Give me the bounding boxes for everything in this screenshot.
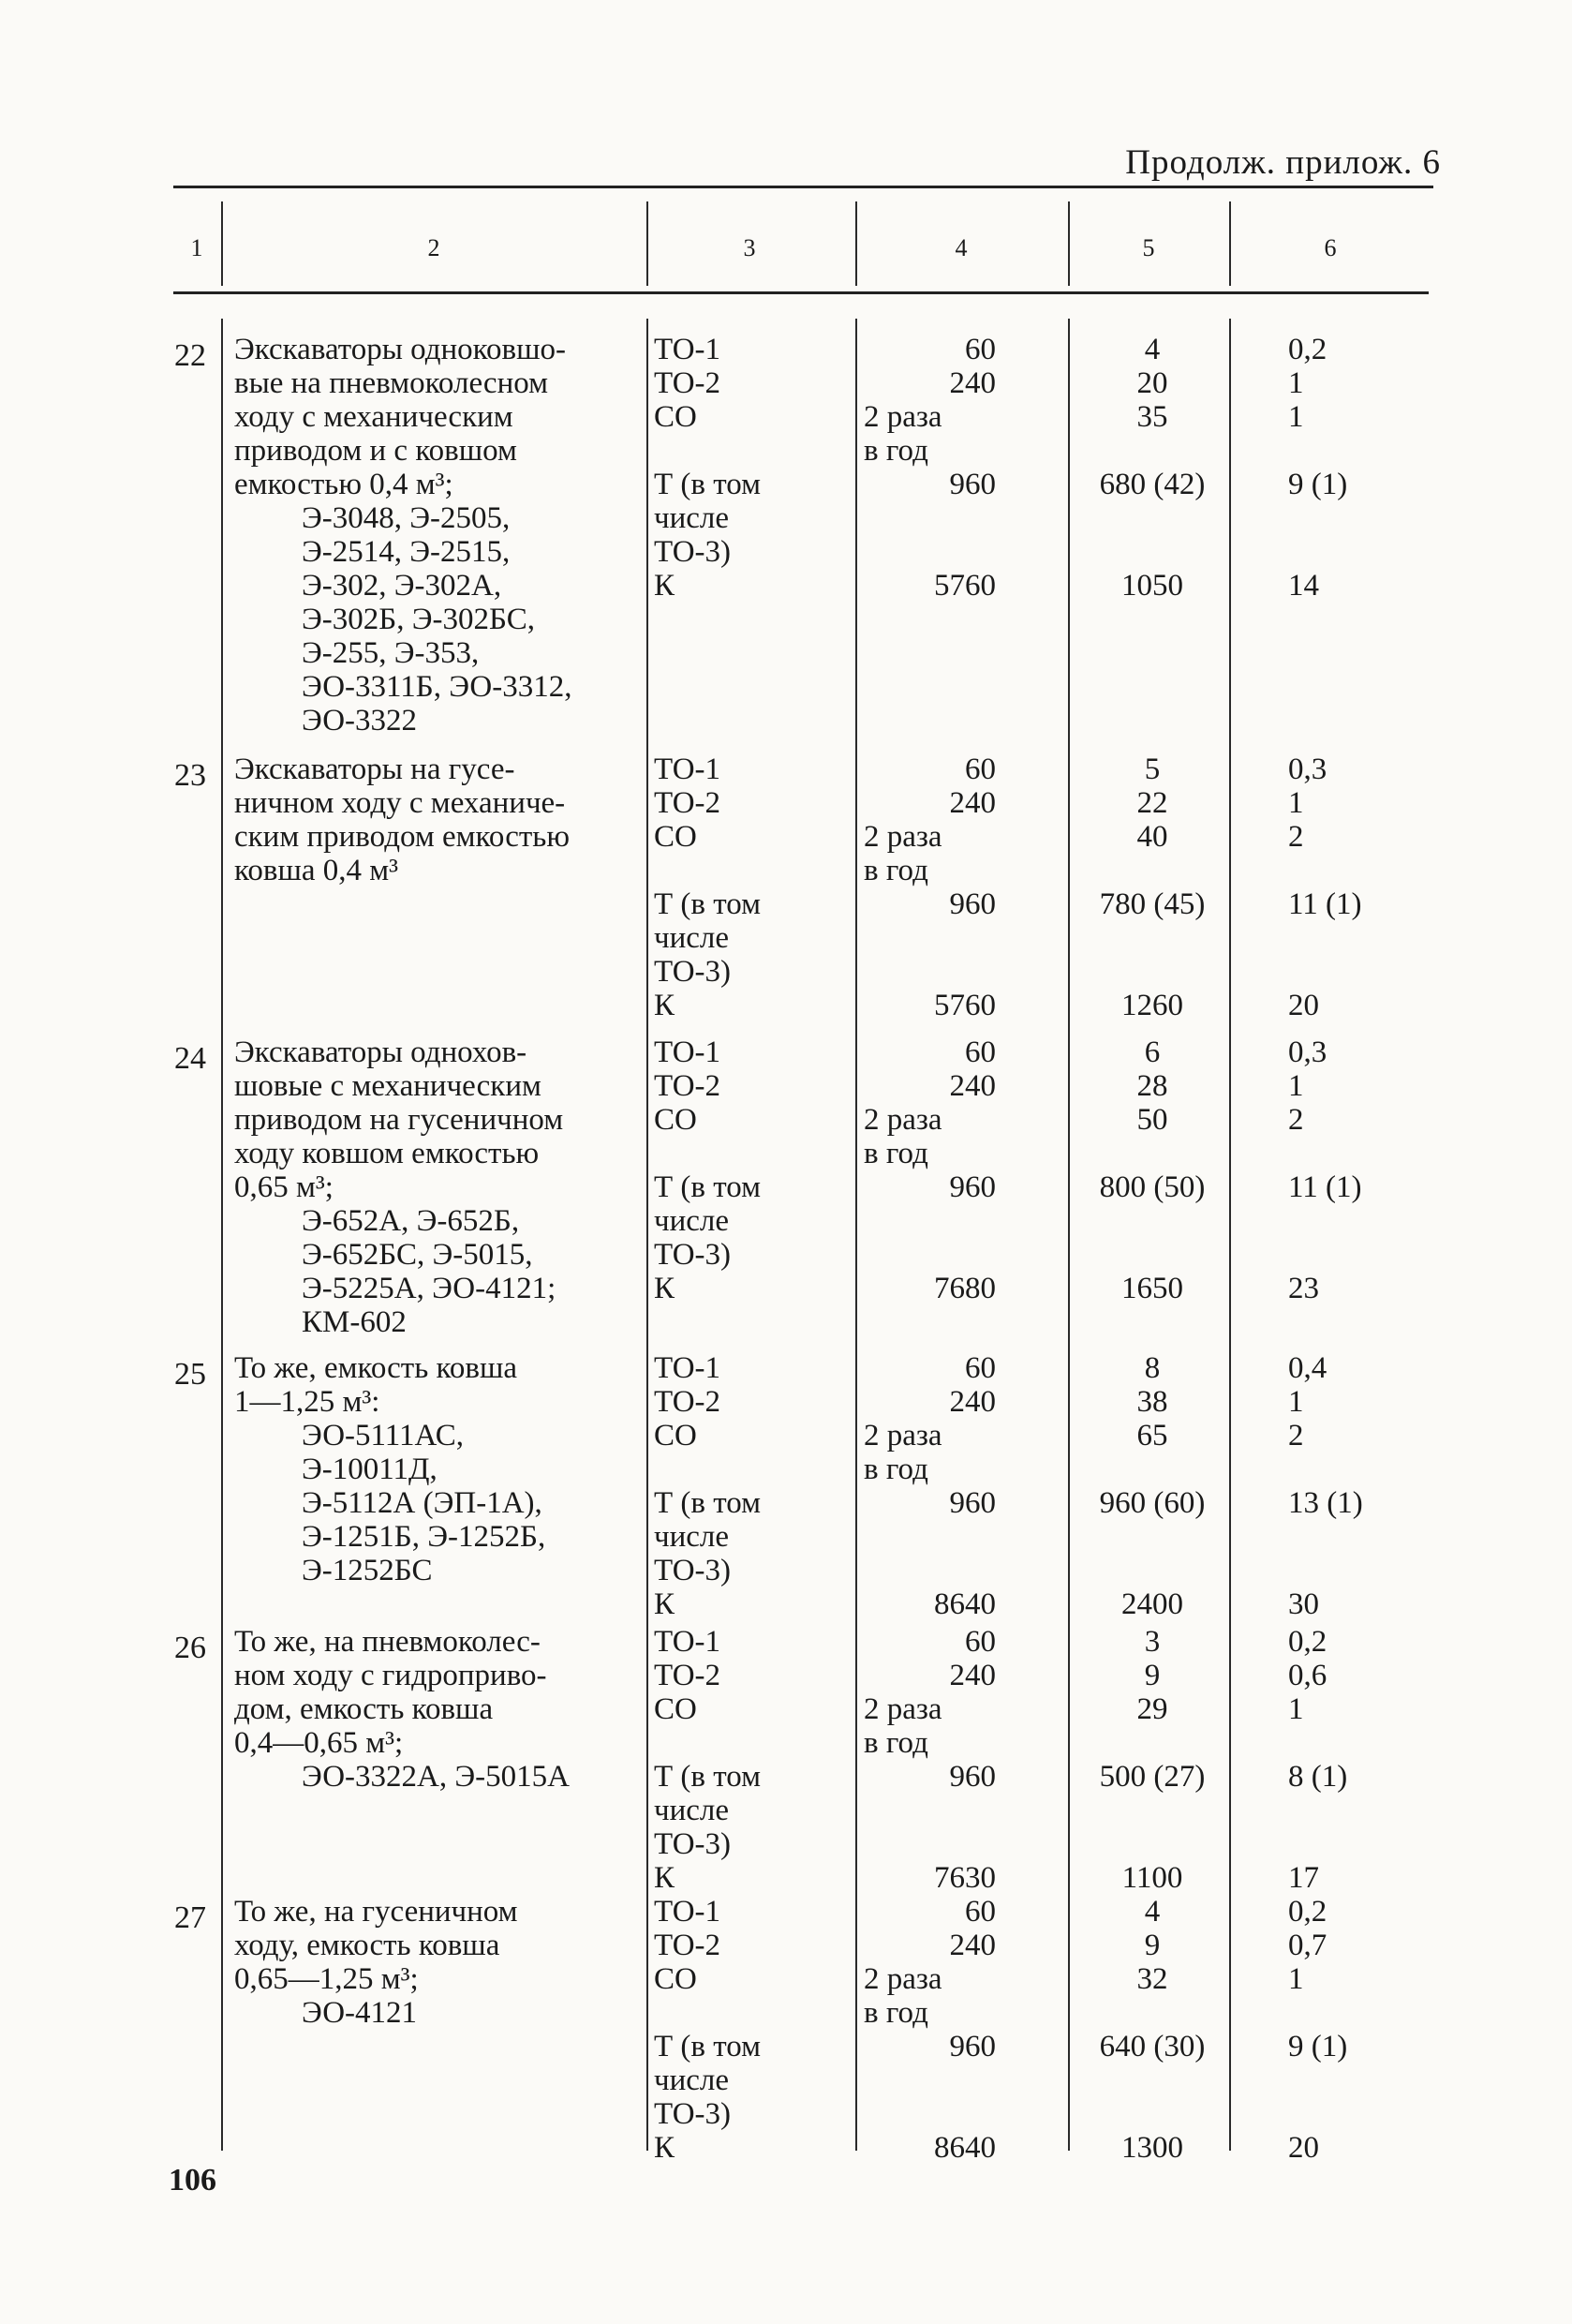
duration-value: 0,6 — [1288, 1659, 1327, 1692]
entry-t-cont — [0, 535, 1572, 569]
entry-t-cont — [0, 1794, 1572, 1827]
description-line: приводом и с ковшом — [234, 434, 517, 468]
service-type: Т (в том — [654, 887, 761, 921]
service-type: ТО-2 — [654, 366, 721, 400]
service-type: ТО-3) — [654, 955, 732, 989]
entry-t — [0, 468, 1572, 501]
service-type: числе — [654, 2063, 730, 2097]
column-number-2: 2 — [427, 234, 440, 261]
periodicity-value: 60 — [965, 752, 996, 786]
entry-to1 — [0, 1625, 1572, 1659]
duration-value: 14 — [1288, 569, 1319, 603]
model-line: Э-255, Э-353, — [302, 636, 480, 670]
service-type: ТО-1 — [654, 1351, 721, 1385]
duration-value: 2 — [1288, 1419, 1304, 1452]
periodicity-value: 2 раза — [864, 820, 942, 854]
labor-value: 5 — [1144, 752, 1161, 786]
entry-to2 — [0, 1385, 1572, 1419]
entry-co-cont — [0, 1452, 1572, 1486]
column-number-1: 1 — [190, 234, 203, 261]
periodicity-value: 5760 — [934, 989, 996, 1022]
entry-co — [0, 1962, 1572, 1996]
description-line: емкостью 0,4 м³; — [234, 468, 453, 501]
labor-value: 32 — [1136, 1962, 1168, 1996]
service-type: числе — [654, 1204, 730, 1238]
duration-value: 1 — [1288, 786, 1304, 820]
entry-to2 — [0, 366, 1572, 400]
service-type: ТО-1 — [654, 1625, 721, 1659]
description-line: шовые с механическим — [234, 1069, 541, 1103]
service-type: СО — [654, 1103, 697, 1137]
duration-value: 1 — [1288, 366, 1304, 400]
periodicity-value: 60 — [965, 1625, 996, 1659]
model-line: КМ-602 — [302, 1305, 407, 1339]
labor-value: 1050 — [1121, 569, 1183, 603]
labor-value: 28 — [1136, 1069, 1168, 1103]
labor-value: 35 — [1136, 400, 1168, 434]
entry-t — [0, 1760, 1572, 1794]
service-type: К — [654, 1861, 675, 1895]
entry-to1 — [0, 1035, 1572, 1069]
description-line: 1—1,25 м³: — [234, 1385, 380, 1419]
service-type: ТО-3) — [654, 2097, 732, 2131]
labor-value: 680 (42) — [1099, 468, 1206, 501]
entry-t-cont — [0, 1204, 1572, 1238]
description-line: 0,65—1,25 м³; — [234, 1962, 419, 1996]
service-type: ТО-2 — [654, 1659, 721, 1692]
row-number: 24 — [174, 1041, 206, 1076]
model-line: Э-3048, Э-2505, — [302, 501, 511, 535]
labor-value: 640 (30) — [1099, 2030, 1206, 2063]
periodicity-value: 2 раза — [864, 1692, 942, 1726]
entry-k — [0, 1587, 1572, 1621]
service-type: ТО-1 — [654, 752, 721, 786]
continuation-note: Продолж. прилож. 6 — [1125, 143, 1441, 182]
model-line: ЭО-3322 — [302, 704, 418, 737]
labor-value: 22 — [1136, 786, 1168, 820]
entry-to1 — [0, 1895, 1572, 1929]
periodicity-value: 2 раза — [864, 1419, 942, 1452]
duration-value: 0,2 — [1288, 1625, 1327, 1659]
labor-value: 65 — [1136, 1419, 1168, 1452]
model-line: ЭО-3322А, Э-5015А — [302, 1760, 570, 1794]
header-divider-5 — [1229, 201, 1231, 286]
row-number: 22 — [174, 338, 206, 373]
model-line: Э-652БС, Э-5015, — [302, 1238, 533, 1272]
entry-to2 — [0, 1659, 1572, 1692]
entry-co-cont — [0, 1137, 1572, 1170]
service-type: ТО-1 — [654, 1035, 721, 1069]
description-line: ном ходу с гидроприво- — [234, 1659, 547, 1692]
periodicity-value: 8640 — [934, 2131, 996, 2165]
duration-value: 2 — [1288, 820, 1304, 854]
periodicity-value: 240 — [949, 786, 996, 820]
service-type: СО — [654, 1692, 697, 1726]
duration-value: 1 — [1288, 1385, 1304, 1419]
periodicity-value: 960 — [949, 468, 996, 501]
duration-value: 13 (1) — [1288, 1486, 1363, 1520]
labor-value: 20 — [1136, 366, 1168, 400]
entry-k — [0, 569, 1572, 603]
service-type: К — [654, 989, 675, 1022]
duration-value: 0,3 — [1288, 1035, 1327, 1069]
duration-value: 20 — [1288, 2131, 1319, 2165]
entry-k — [0, 1272, 1572, 1305]
service-type: Т (в том — [654, 1486, 761, 1520]
model-line: ЭО-3311Б, ЭО-3312, — [302, 670, 572, 704]
service-type: числе — [654, 1794, 730, 1827]
entry-to2 — [0, 1069, 1572, 1103]
duration-value: 1 — [1288, 400, 1304, 434]
service-type: ТО-2 — [654, 1385, 721, 1419]
description-line: То же, на пневмоколес- — [234, 1625, 541, 1659]
periodicity-value: 240 — [949, 366, 996, 400]
labor-value: 500 (27) — [1099, 1760, 1206, 1794]
description-line: ничном ходу с механиче- — [234, 786, 566, 820]
service-type: ТО-1 — [654, 1895, 721, 1929]
description-line: То же, емкость ковша — [234, 1351, 518, 1385]
description-line: 0,65 м³; — [234, 1170, 334, 1204]
duration-value: 0,7 — [1288, 1929, 1327, 1962]
labor-value: 50 — [1136, 1103, 1168, 1137]
duration-value: 30 — [1288, 1587, 1319, 1621]
periodicity-value: в год — [864, 1726, 928, 1760]
column-number-6: 6 — [1324, 234, 1337, 261]
duration-value: 9 (1) — [1288, 468, 1348, 501]
description-line: приводом на гусеничном — [234, 1103, 564, 1137]
periodicity-value: 60 — [965, 1035, 996, 1069]
service-type: ТО-3) — [654, 1827, 732, 1861]
entry-co-cont — [0, 434, 1572, 468]
entry-co-cont — [0, 854, 1572, 887]
entry-t-cont — [0, 955, 1572, 989]
labor-value: 38 — [1136, 1385, 1168, 1419]
labor-value: 8 — [1144, 1351, 1161, 1385]
service-type: ТО-2 — [654, 786, 721, 820]
entry-t — [0, 2030, 1572, 2063]
labor-value: 780 (45) — [1099, 887, 1206, 921]
labor-value: 6 — [1144, 1035, 1161, 1069]
periodicity-value: в год — [864, 854, 928, 887]
periodicity-value: 240 — [949, 1385, 996, 1419]
entry-to1 — [0, 752, 1572, 786]
entry-k — [0, 1861, 1572, 1895]
entry-co-cont — [0, 1726, 1572, 1760]
labor-value: 40 — [1136, 820, 1168, 854]
labor-value: 1260 — [1121, 989, 1183, 1022]
service-type: ТО-3) — [654, 1238, 732, 1272]
labor-value: 1100 — [1121, 1861, 1183, 1895]
entry-t-cont — [0, 921, 1572, 955]
periodicity-value: в год — [864, 434, 928, 468]
duration-value: 8 (1) — [1288, 1760, 1348, 1794]
description-line: Экскаваторы одноковшо- — [234, 333, 567, 366]
periodicity-value: в год — [864, 1452, 928, 1486]
labor-value: 2400 — [1121, 1587, 1183, 1621]
description-line: ковша 0,4 м³ — [234, 854, 399, 887]
service-type: ТО-3) — [654, 535, 732, 569]
entry-co — [0, 400, 1572, 434]
entry-to1 — [0, 333, 1572, 366]
column-number-5: 5 — [1142, 234, 1155, 261]
service-type: ТО-1 — [654, 333, 721, 366]
labor-value: 4 — [1144, 333, 1161, 366]
entry-k — [0, 989, 1572, 1022]
duration-value: 11 (1) — [1288, 887, 1362, 921]
description-line: Экскаваторы на гусе- — [234, 752, 515, 786]
header-divider-3 — [855, 201, 857, 286]
entry-t-cont — [0, 1827, 1572, 1861]
duration-value: 11 (1) — [1288, 1170, 1362, 1204]
model-line: Э-1252БС — [302, 1554, 433, 1587]
model-line: Э-652А, Э-652Б, — [302, 1204, 520, 1238]
duration-value: 2 — [1288, 1103, 1304, 1137]
duration-value: 0,2 — [1288, 333, 1327, 366]
duration-value: 1 — [1288, 1962, 1304, 1996]
duration-value: 1 — [1288, 1692, 1304, 1726]
periodicity-value: 7630 — [934, 1861, 996, 1895]
labor-value: 1650 — [1121, 1272, 1183, 1305]
service-type: Т (в том — [654, 1760, 761, 1794]
entry-t-cont — [0, 1520, 1572, 1554]
model-line: Э-10011Д, — [302, 1452, 437, 1486]
service-type: К — [654, 569, 675, 603]
labor-value: 9 — [1144, 1929, 1161, 1962]
labor-value: 4 — [1144, 1895, 1161, 1929]
periodicity-value: 2 раза — [864, 1962, 942, 1996]
service-type: СО — [654, 820, 697, 854]
page-number: 106 — [169, 2163, 216, 2197]
service-type: СО — [654, 400, 697, 434]
column-number-4: 4 — [955, 234, 968, 261]
entry-to1 — [0, 1351, 1572, 1385]
service-type: К — [654, 1587, 675, 1621]
periodicity-value: 240 — [949, 1929, 996, 1962]
periodicity-value: 7680 — [934, 1272, 996, 1305]
periodicity-value: в год — [864, 1137, 928, 1170]
header-divider-4 — [1068, 201, 1070, 286]
periodicity-value: 960 — [949, 1170, 996, 1204]
periodicity-value: 960 — [949, 887, 996, 921]
service-type: ТО-2 — [654, 1069, 721, 1103]
header-rule — [173, 186, 1433, 188]
entry-t-cont — [0, 2097, 1572, 2131]
description-line: ходу ковшом емкостью — [234, 1137, 540, 1170]
entry-co — [0, 1692, 1572, 1726]
entry-to2 — [0, 786, 1572, 820]
labor-value: 1300 — [1121, 2131, 1183, 2165]
model-line: Э-302, Э-302А, — [302, 569, 502, 603]
row-number: 23 — [174, 758, 206, 793]
entry-k — [0, 2131, 1572, 2165]
periodicity-value: 60 — [965, 1895, 996, 1929]
entry-co — [0, 1419, 1572, 1452]
description-line: вые на пневмоколесном — [234, 366, 548, 400]
periodicity-value: 2 раза — [864, 400, 942, 434]
periodicity-value: 240 — [949, 1659, 996, 1692]
header-divider-1 — [221, 201, 223, 286]
service-type: ТО-3) — [654, 1554, 732, 1587]
service-type: числе — [654, 921, 730, 955]
model-line: ЭО-5111АС, — [302, 1419, 465, 1452]
description-line: ским приводом емкостью — [234, 820, 570, 854]
entry-t — [0, 1486, 1572, 1520]
labor-value: 3 — [1144, 1625, 1161, 1659]
service-type: Т (в том — [654, 468, 761, 501]
model-line: Э-5225А, ЭО-4121; — [302, 1272, 556, 1305]
row-number: 27 — [174, 1900, 206, 1935]
labor-value: 29 — [1136, 1692, 1168, 1726]
description-line: 0,4—0,65 м³; — [234, 1726, 404, 1760]
row-number: 25 — [174, 1357, 206, 1392]
service-type: ТО-2 — [654, 1929, 721, 1962]
periodicity-value: 960 — [949, 1486, 996, 1520]
entry-co-cont — [0, 1996, 1572, 2030]
periodicity-value: 60 — [965, 1351, 996, 1385]
entry-to2 — [0, 1929, 1572, 1962]
entry-t-cont — [0, 1238, 1572, 1272]
service-type: Т (в том — [654, 2030, 761, 2063]
model-line: Э-5112А (ЭП-1А), — [302, 1486, 542, 1520]
entry-t-cont — [0, 501, 1572, 535]
entry-t-cont — [0, 2063, 1572, 2097]
duration-value: 1 — [1288, 1069, 1304, 1103]
duration-value: 9 (1) — [1288, 2030, 1348, 2063]
duration-value: 0,3 — [1288, 752, 1327, 786]
periodicity-value: 960 — [949, 2030, 996, 2063]
periodicity-value: 5760 — [934, 569, 996, 603]
description-line: То же, на гусеничном — [234, 1895, 518, 1929]
periodicity-value: 8640 — [934, 1587, 996, 1621]
entry-co — [0, 820, 1572, 854]
description-line: Экскаваторы однохов- — [234, 1035, 527, 1069]
description-line: дом, емкость ковша — [234, 1692, 494, 1726]
labor-value: 960 (60) — [1099, 1486, 1206, 1520]
model-line: Э-1251Б, Э-1252Б, — [302, 1520, 546, 1554]
service-type: СО — [654, 1419, 697, 1452]
model-line: Э-2514, Э-2515, — [302, 535, 511, 569]
duration-value: 17 — [1288, 1861, 1319, 1895]
periodicity-value: в год — [864, 1996, 928, 2030]
periodicity-value: 240 — [949, 1069, 996, 1103]
periodicity-value: 2 раза — [864, 1103, 942, 1137]
duration-value: 23 — [1288, 1272, 1319, 1305]
duration-value: 0,2 — [1288, 1895, 1327, 1929]
entry-t — [0, 887, 1572, 921]
service-type: К — [654, 2131, 675, 2165]
service-type: числе — [654, 501, 730, 535]
model-line: ЭО-4121 — [302, 1996, 418, 2030]
periodicity-value: 60 — [965, 333, 996, 366]
description-line: ходу с механическим — [234, 400, 513, 434]
header-divider-2 — [646, 201, 648, 286]
column-number-3: 3 — [743, 234, 756, 261]
labor-value: 9 — [1144, 1659, 1161, 1692]
duration-value: 20 — [1288, 989, 1319, 1022]
service-type: К — [654, 1272, 675, 1305]
service-type: Т (в том — [654, 1170, 761, 1204]
entry-t-cont — [0, 1554, 1572, 1587]
column-number-rule — [173, 291, 1429, 294]
row-number: 26 — [174, 1631, 206, 1665]
entry-co — [0, 1103, 1572, 1137]
periodicity-value: 960 — [949, 1760, 996, 1794]
service-type: числе — [654, 1520, 730, 1554]
description-line: ходу, емкость ковша — [234, 1929, 500, 1962]
duration-value: 0,4 — [1288, 1351, 1327, 1385]
labor-value: 800 (50) — [1099, 1170, 1206, 1204]
entry-t — [0, 1170, 1572, 1204]
model-line: Э-302Б, Э-302БС, — [302, 603, 535, 636]
service-type: СО — [654, 1962, 697, 1996]
